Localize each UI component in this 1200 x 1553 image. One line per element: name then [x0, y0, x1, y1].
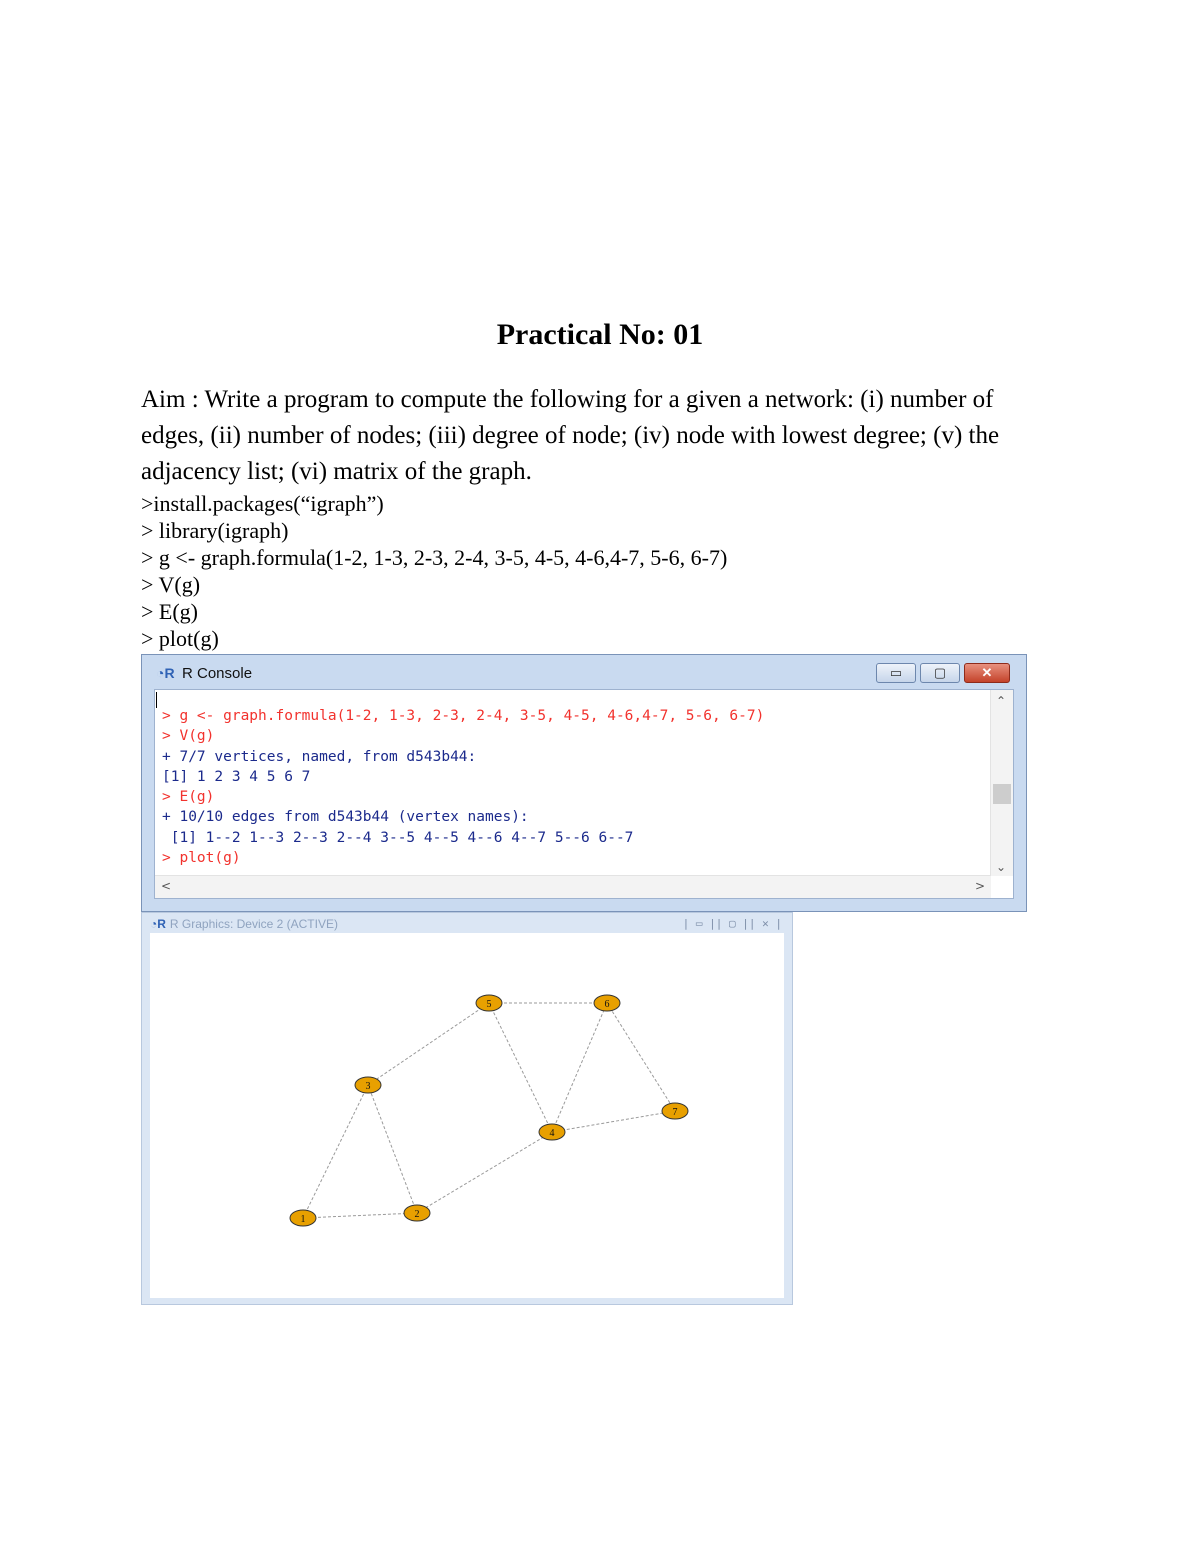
command-list [141, 490, 727, 652]
text-cursor [156, 692, 157, 708]
command-line: > plot(g) [141, 626, 219, 651]
graph-node-label: 1 [300, 1214, 306, 1225]
graph-node-label: 5 [486, 999, 492, 1010]
maximize-button[interactable]: ▢ [920, 663, 960, 683]
graph-edge-4-5 [489, 1003, 552, 1132]
command-line: > g <- graph.formula(1-2, 1-3, 2-3, 2-4, 3-5, 4-5, 4-6,4-7, 5-6, 6-7) [141, 545, 728, 570]
console-title: R Console [182, 664, 253, 682]
graph-node-3 [355, 1077, 381, 1093]
r-logo-icon: ◔R [156, 665, 175, 681]
r-console-window [141, 654, 1027, 912]
graph-node-label: 2 [414, 1209, 420, 1220]
aim-paragraph: Aim : Write a program to compute the following for a given a network: (i) number of edges, (ii) number of nodes; (iii) degree of node; (iv) node with lowest degree; (v) the adjacency list; (vi) matrix of the graph. [141, 386, 1000, 485]
graphics-title: R Graphics: Device 2 (ACTIVE) [169, 917, 338, 931]
r-logo-icon: ◔R [150, 917, 166, 931]
graphics-titlebar [150, 917, 338, 931]
graph-edge-3-5 [368, 1003, 489, 1085]
graph-plot-area [150, 933, 784, 1298]
scrollbar-thumb[interactable] [993, 784, 1011, 804]
console-line: [1] 1 2 3 4 5 6 7 [162, 768, 311, 785]
console-line: [1] 1--2 1--3 2--3 2--4 3--5 4--5 4--6 4--7 5--6 6--7 [162, 829, 634, 846]
vertical-scrollbar[interactable] [990, 690, 1013, 876]
console-line: > plot(g) [162, 850, 241, 867]
graph-node-label: 3 [365, 1081, 371, 1092]
console-line: > g <- graph.formula(1-2, 1-3, 2-3, 2-4, 3-5, 4-5, 4-6,4-7, 5-6, 6-7) [162, 708, 765, 724]
horizontal-scrollbar[interactable] [155, 875, 991, 898]
graph-node-2 [404, 1205, 430, 1221]
graph-node-6 [594, 995, 620, 1011]
console-line: > V(g) [162, 728, 215, 745]
command-line: > V(g) [141, 572, 201, 597]
command-line: > library(igraph) [141, 518, 289, 543]
graph-node-1 [290, 1210, 316, 1226]
graphics-device-window [141, 912, 793, 1305]
console-line: > E(g) [162, 789, 215, 806]
graphics-window-controls[interactable]: | ▭ || ▢ || ✕ | [682, 917, 782, 930]
close-button[interactable]: ✕ [964, 663, 1010, 683]
console-text [162, 706, 764, 868]
graph-node-4 [539, 1124, 565, 1140]
graph-edge-4-6 [552, 1003, 607, 1132]
window-controls [876, 663, 1010, 683]
graph-edge-2-3 [368, 1085, 417, 1213]
graph-plot [150, 933, 786, 1300]
scroll-up-icon[interactable]: ⌃ [996, 694, 1007, 708]
console-output-area[interactable] [154, 689, 1014, 899]
graph-node-5 [476, 995, 502, 1011]
graph-node-label: 4 [549, 1128, 555, 1139]
page-title: Practical No: 01 [496, 318, 704, 351]
console-line: + 10/10 edges from d543b44 (vertex names): [162, 809, 529, 826]
scroll-down-icon[interactable]: ⌄ [996, 860, 1007, 874]
command-line: >install.packages(“igraph”) [141, 491, 384, 516]
console-titlebar [156, 659, 252, 687]
graph-node-label: 6 [604, 999, 610, 1010]
graph-edge-1-3 [303, 1085, 368, 1218]
graph-node-7 [662, 1103, 688, 1119]
scroll-right-icon[interactable]: > [974, 879, 985, 893]
scroll-left-icon[interactable]: < [161, 879, 172, 893]
minimize-button[interactable]: ▭ [876, 663, 916, 683]
graph-edge-1-2 [303, 1213, 417, 1218]
command-line: > E(g) [141, 599, 198, 624]
graph-edge-4-7 [552, 1111, 675, 1132]
graph-node-label: 7 [672, 1107, 678, 1118]
graph-edge-2-4 [417, 1132, 552, 1213]
graph-edge-6-7 [607, 1003, 675, 1111]
console-line: + 7/7 vertices, named, from d543b44: [162, 748, 477, 765]
